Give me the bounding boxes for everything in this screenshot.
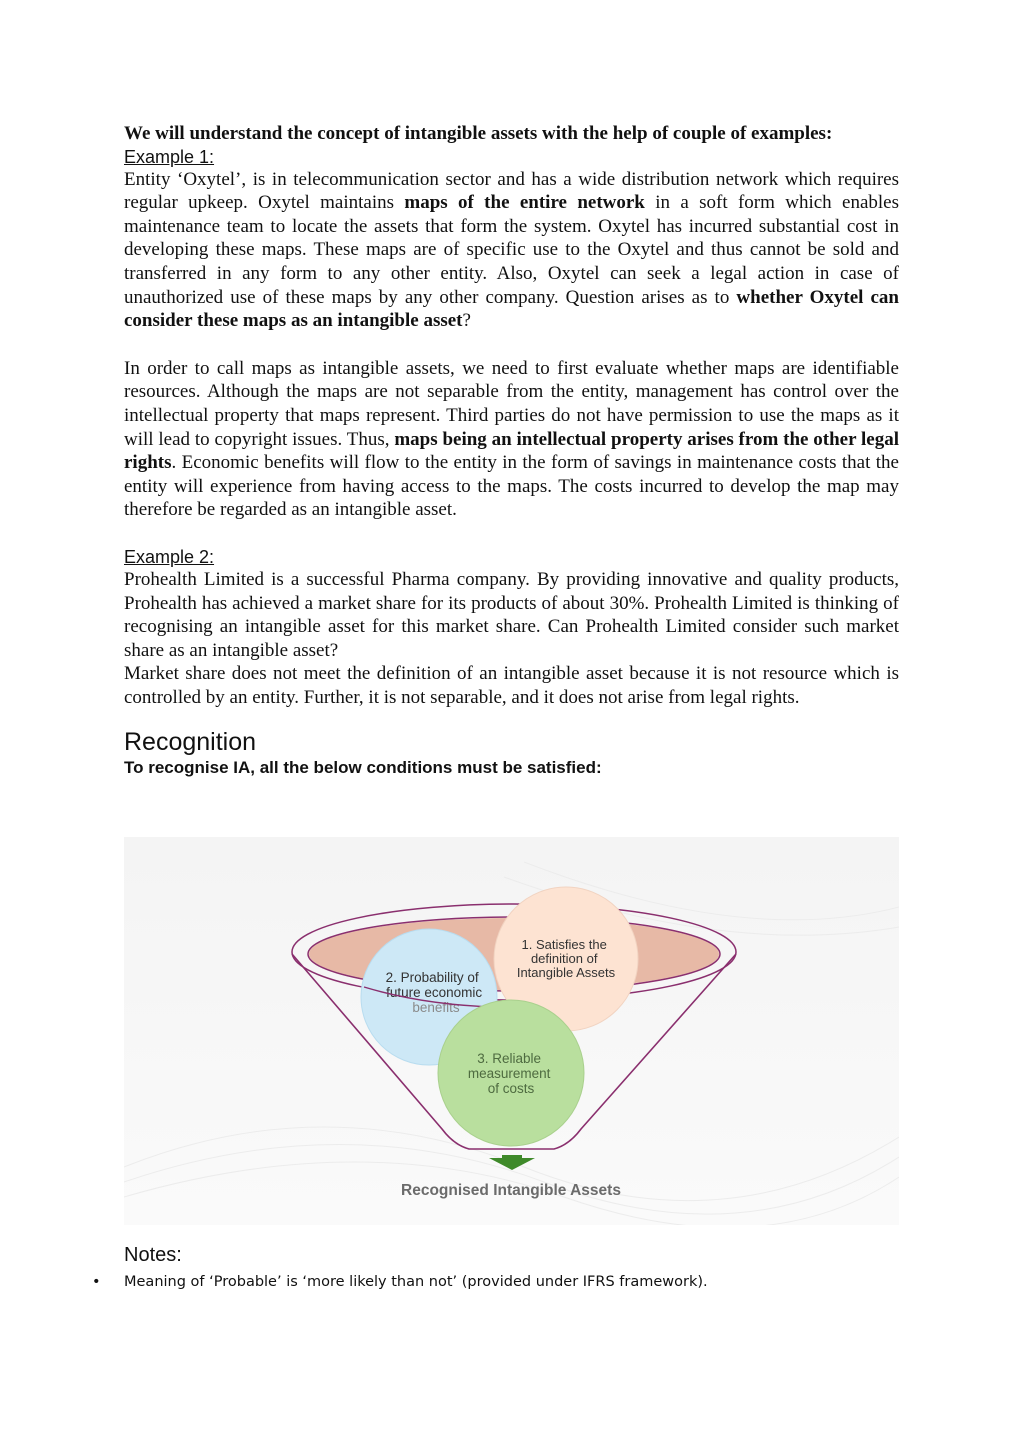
example-2-paragraph-2: Market share does not meet the definition of an intangible asset because it is not resource which is controlled by an entity. Further, it is not separable, and it does not arise from legal rights. xyxy=(124,663,899,708)
note-item-text: Meaning of ‘Probable’ is ‘more likely than not’ (provided under IFRS framework). xyxy=(124,1274,708,1290)
document-body xyxy=(124,122,899,779)
bullet-icon: • xyxy=(92,1274,101,1290)
condition-1-line-1: 1. Satisfies the xyxy=(521,937,607,952)
recognition-funnel-diagram xyxy=(124,837,899,1225)
example-1-paragraph-1: Entity ‘Oxytel’, is in telecommunication sector and has a wide distribution network which requires regular upkeep. Oxytel maintains maps of the entire network in a soft form which enables maintenance team to locate the assets that form the system. Oxytel has incurred substantial cost in developing these maps. These maps are of specific use to the Oxytel and thus cannot be sold and transferred in any form to any other entity. Also, Oxytel can seek a legal action in case of unauthorized use of these maps by any other company. Question arises as to whether Oxytel can consider these maps as an intangible asset? xyxy=(124,168,899,332)
recognition-title: Recognition xyxy=(124,728,257,757)
example-1-heading: Example 1: xyxy=(124,146,215,167)
example-2-paragraph-1: Prohealth Limited is a successful Pharma company. By providing innovative and quality products, Prohealth has achieved a market share for its products of about 30%. Prohealth Limited is thinking of recognising an intangible asset for this market share. Can Prohealth Limited consider such market share as an intangible asset? xyxy=(124,568,899,661)
example-1-paragraph-2: In order to call maps as intangible assets, we need to first evaluate whether maps are identifiable resources. Although the maps are not separable from the entity, management has control over the intellectual property that maps represent. Third parties do not have permission to use the maps as it will lead to copyright issues. Thus, maps being an intellectual property arises from the other legal rights. Economic benefits will flow to the entity in the form of savings in maintenance costs that the entity will experience from having access to the maps. The costs incurred to develop the map may therefore be regarded as an intangible asset. xyxy=(124,357,900,521)
example-2-heading: Example 2: xyxy=(124,546,215,567)
notes-section xyxy=(92,1242,899,1292)
condition-2-line-2: future economic xyxy=(386,985,483,1000)
notes-title: Notes: xyxy=(124,1244,182,1266)
condition-3-line-2: measurement xyxy=(467,1066,551,1081)
condition-1-line-2: definition of xyxy=(530,951,598,966)
intro-heading: We will understand the concept of intangible assets with the help of couple of examples: xyxy=(124,123,833,144)
condition-1-line-3: Intangible Assets xyxy=(516,965,616,980)
svg-text:1. Satisfies the definit xyxy=(517,937,616,980)
note-item xyxy=(92,1272,899,1292)
condition-2-line-3: benefits xyxy=(412,1000,460,1015)
condition-3-line-1: 3. Reliable xyxy=(477,1051,542,1066)
condition-3-line-3: of costs xyxy=(487,1081,535,1096)
recognition-subtitle: To recognise IA, all the below conditions must be satisfied: xyxy=(124,758,602,778)
recognised-ia-label: Recognised Intangible Assets xyxy=(401,1182,621,1199)
condition-2-line-1: 2. Probability of xyxy=(385,970,479,985)
